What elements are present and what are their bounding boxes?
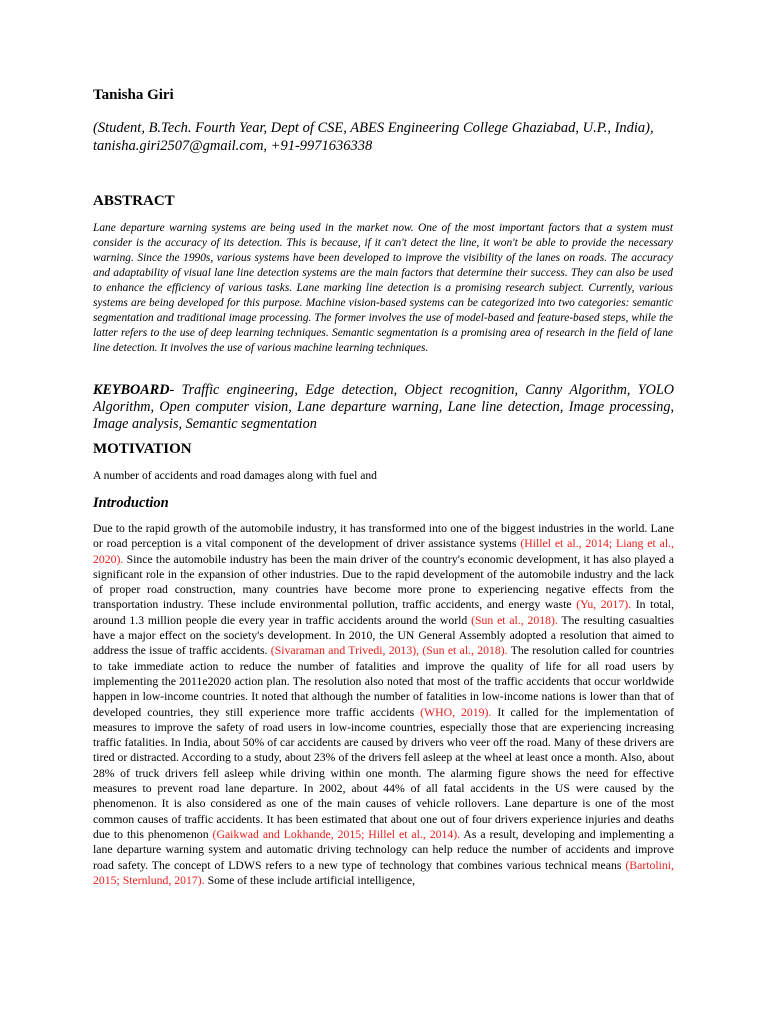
author-affiliation: (Student, B.Tech. Fourth Year, Dept of CSE, ABES Engineering College Ghaziabad, U.P., India), tanisha.giri2507@gmail.com, +91-9971636338	[93, 120, 654, 154]
citation: (Sivaraman and Trivedi, 2013), (Sun et al., 2018).	[270, 644, 508, 658]
intro-text-segment: It called for the implementation of measures to improve the safety of road users in low-income countries, especially those that are experiencing increasing traffic fatalities. In India, about 50% of car accidents are caused by drivers who veer off the road. Many of these drivers are tired or distracted. According to a study, about 23% of the drivers fell asleep at the wheel at least once a month. Also, about 28% of truck drivers fell asleep while driving within one month. The alarming figure shows the need for effective measures to prevent road lane departure. In 2002, about 44% of all fatal accidents in the US were caused by the phenomenon. It is also considered as one of the main causes of vehicle rollovers. Lane departure is one of the most common causes of traffic accidents. It has been estimated that about one out of four drivers experience injuries and deaths due to this phenomenon	[93, 705, 674, 841]
keywords-label: KEYBOARD	[93, 382, 170, 398]
intro-text-segment: In total, around 1.3 million people die every year in traffic accidents around the world	[93, 598, 675, 627]
motivation-heading: MOTIVATION	[93, 441, 192, 457]
intro-text-segment: The resolution called for countries to take immediate action to reduce the number of fatalities and improve the quality of life for all road users by implementing the 2011e2020 action plan. The resolution also noted that most of the traffic accidents that occur worldwide happen in low-income countries. It noted that although the number of fatalities in low-income nations is lower than that of developed countries, they still experience more traffic accidents	[93, 644, 674, 719]
abstract-text: Lane departure warning systems are being used in the market now. One of the most important factors that a system must consider is the accuracy of its detection. This is because, if it can't detect the line, it won't be able to provide the necessary warning. Since the 1990s, various systems have been developed to improve the visibility of the lanes on roads. The accuracy and adaptability of visual lane line detection systems are the main factors that determine their success. They can also be used to enhance the efficiency of various tasks. Lane marking line detection is a promising research subject. Currently, various systems are being developed for this purpose. Machine vision-based systems can be categorized into two categories: semantic segmentation and traditional image processing. The former involves the use of model-based and feature-based steps, while the latter refers to the use of deep learning techniques. Semantic segmentation is a promising area of research in the field of lane line detection. It involves the use of various machine learning techniques.	[93, 222, 673, 354]
citation: (Yu, 2017).	[576, 598, 632, 612]
keywords-paragraph	[93, 382, 674, 433]
intro-text-segment: Some of these include artificial intelligence,	[204, 873, 416, 887]
citation: (WHO, 2019).	[420, 705, 492, 719]
intro-text-segment: The resulting casualties have a major effect on the society's development. In 2010, the UN General Assembly adopted a resolution that aimed to address the issue of traffic accidents.	[93, 613, 674, 658]
introduction-body	[93, 521, 674, 888]
citation: (Hillel et al., 2014; Liang et al., 2020).	[93, 537, 674, 566]
intro-text-segment: Due to the rapid growth of the automobile industry, it has transformed into one of the biggest industries in the world. Lane or road perception is a vital component of the development of driver assistance systems	[93, 522, 674, 551]
citation: (Gaikwad and Lokhande, 2015; Hillel et al., 2014).	[212, 827, 461, 841]
keywords-text: - Traffic engineering, Edge detection, Object recognition, Canny Algorithm, YOLO Algorithm, Open computer vision, Lane departure warning, Lane line detection, Image processing, Image analysis, Semantic segmentation	[93, 382, 674, 432]
intro-text-segment: As a result, developing and implementing a lane departure warning system and automatic driving technology can help reduce the number of accidents and improve road safety. The concept of LDWS refers to a new type of technology that combines various technical means	[93, 827, 674, 872]
abstract-heading: ABSTRACT	[93, 193, 175, 209]
citation: (Bartolini, 2015; Sternlund, 2017).	[93, 858, 674, 887]
intro-text-segment: Since the automobile industry has been the main driver of the country's economic development, it has also played a significant role in the expansion of other industries. Due to the rapid development of the automobile industry and the lack of proper road construction, many countries have become more prone to experiencing negative effects from the transportation industry. These include environmental pollution, traffic accidents, and energy waste	[93, 552, 674, 612]
motivation-text: A number of accidents and road damages along with fuel and	[93, 469, 377, 482]
citation: (Sun et al., 2018).	[471, 613, 558, 627]
introduction-heading: Introduction	[93, 495, 169, 511]
author-name: Tanisha Giri	[93, 87, 174, 103]
